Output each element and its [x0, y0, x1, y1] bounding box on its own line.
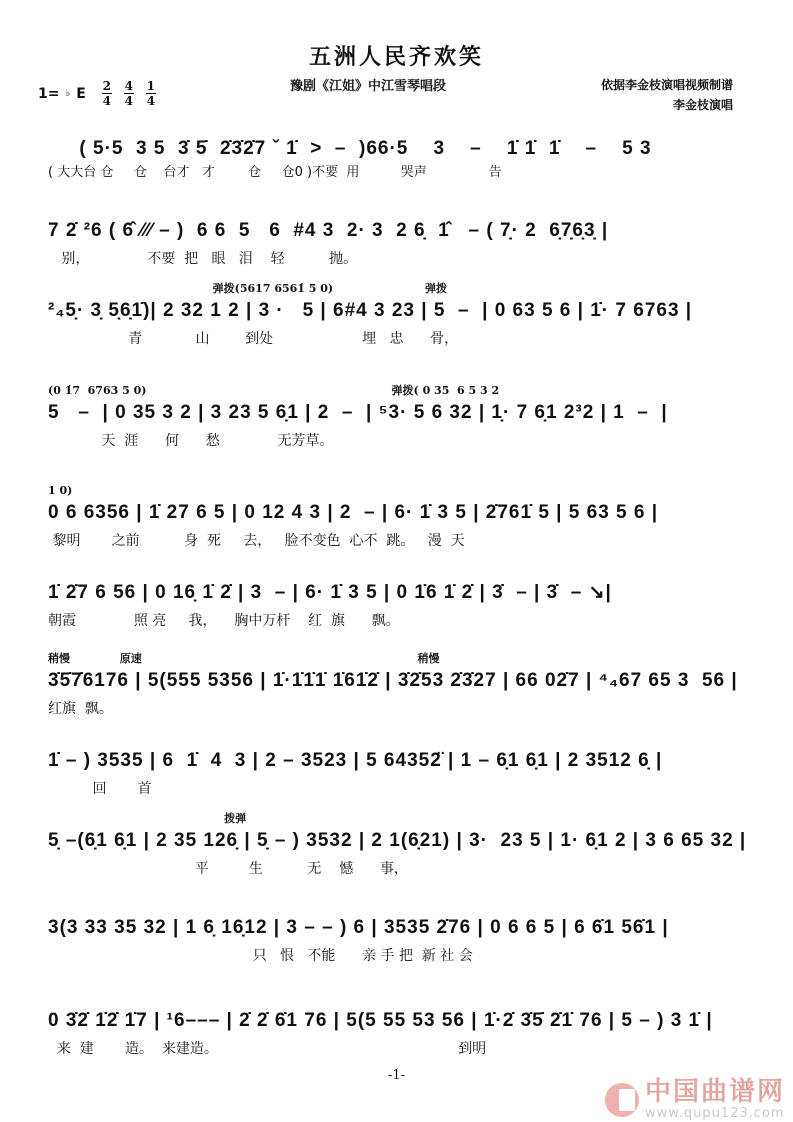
key-label: 1= — [38, 85, 60, 102]
score-line-11 — [48, 990, 738, 1060]
lyrics: 只 恨 不能 亲 手 把 新 社 会 — [48, 948, 473, 964]
time-signature-2: 4 4 — [124, 79, 133, 108]
annotation: 拨弹 — [48, 812, 247, 825]
score-line-2 — [48, 200, 738, 270]
percussion-lyrics: ( 大大台 仓 仓 台才 才 仓 仓0 )不要 用 哭声 告 — [48, 165, 502, 180]
annotation — [48, 562, 738, 580]
qupu-logo-icon — [605, 1083, 639, 1117]
notation: 0 6 6356 | 1̇ 27 6 5 | 0 12 4 3 | 2 – | 6· 1̇ 3 5 | 2̇761̇ 5 | 5 63 5 6 | — [48, 502, 659, 523]
time-signature-3: 1 4 — [146, 79, 155, 108]
annotation — [48, 990, 738, 1008]
annotation — [48, 897, 738, 915]
score-line-7 — [48, 650, 738, 720]
score-line-1 — [48, 118, 738, 184]
annotation — [48, 730, 738, 748]
watermark — [605, 1078, 785, 1121]
annotation — [48, 118, 738, 136]
score-line-9 — [48, 810, 747, 880]
key-note: E — [76, 85, 86, 102]
notation: 1̇ – ) 3535 | 6 1̇ 4 3 | 2 – 3523 | 5 64352̈ | 1 – 6̣1 6̣1 | 2 3512 6̣ | — [48, 750, 663, 771]
watermark-url: www.qupu123.com — [644, 1106, 785, 1121]
lyrics: 天 涯 何 愁 无芳草。 — [48, 433, 334, 449]
lyrics: 黎明 之前 身 死 去， 脸不变色 心不 跳。 漫 天 — [48, 533, 465, 549]
watermark-site-name: 中国曲谱网 — [644, 1077, 785, 1107]
lyrics: 青 山 到处 埋 忠 骨， — [48, 331, 459, 347]
flat-sign: ♭ — [65, 88, 71, 99]
notation: ²₄5̣· 3̣ 5̣6̣1̇)| 2 32 1 2 | 3 · 5 | 6#4 3 23 | 5 – | 0 63 5 6 | 1̇· 7 6763 | — [48, 300, 693, 321]
notation: 3̇5̇7̇6176 | 5(555 5356 | 1̇·1̇1̇1̇ 1̇61̇2̇ | 3̇2̇53 2̇3̇27 | 66 02̇7 | ⁴₄67 65 3 56 | — [48, 670, 738, 691]
score-line-8 — [48, 730, 738, 800]
lyrics: 来 建 造。 来建造。 到明 — [48, 1041, 487, 1057]
notation: 7 2̇ ²6 ( 6̂ ⁄⁄⁄ – ) 6 6 5 6 #4 3 2· 3 2 6̣ 1̂ – ( 7̣· 2 6̣7̣6̣3̣ | — [48, 220, 609, 241]
performer: 李金枝演唱 — [672, 98, 733, 112]
subtitle: 豫剧《江姐》中江雪琴唱段 — [290, 79, 447, 94]
notation: 3(3 33 35 32 | 1 6̣ 16̣12 | 3 – – ) 6 | 3535 2̇76 | 0 6 6 5 | 6 6̇1 56̇1 | — [48, 917, 669, 938]
annotation: 弹拨(5617 6561̇ 5 0) 弹拨 — [48, 282, 448, 295]
notation: 5̣ –(6̣1 6̣1 | 2 35 126̣ | 5̣ – ) 3532 | 2 1(6̣21) | 3· 23 5 | 1· 6̣1 2 | 3 6 65 32 | — [48, 830, 747, 851]
lyrics: 红旗 飘。 — [48, 701, 113, 717]
lyrics: 别， 不要 把 眼 泪 轻 抛。 — [48, 251, 358, 267]
source-credit — [601, 75, 733, 115]
notation: 0 3̇2̇ 1̇2̇ 1̇7 | ¹6––– | 2̇ 2̇ 6̇1 76 | 5(5 55 53 56 | 1̇·2̇ 3̇5̇ 2̇1̇ 76 | 5 – ) 3 1̇ | — [48, 1010, 713, 1031]
song-title: 五洲人民齐欢笑 — [308, 44, 484, 70]
page-number: -1- — [387, 1068, 406, 1083]
time-signature-1: 2 4 — [102, 79, 111, 108]
annotation — [48, 200, 738, 218]
score-line-6 — [48, 562, 738, 632]
time-signatures — [102, 80, 156, 107]
score-line-10 — [48, 897, 738, 967]
lyrics: 回 首 — [48, 781, 152, 797]
notation: 1̇ 2̇7 6 56 | 0 16̣ 1̇ 2̇ | 3 – | 6· 1̇ 3 5 | 0 1̇6 1̇ 2̇ | 3̇ – | 3̇ – ↘| — [48, 582, 612, 603]
score-line-5 — [48, 482, 738, 552]
lyrics: 朝霞 照 亮 我， 胸中万杆 红 旗 飘。 — [48, 613, 400, 629]
annotation: (0 1̇7 6763 5 0) 弹拨( 0 35 6 5 3 2 — [48, 384, 500, 397]
tempo-annotation: 稍慢 原速 稍慢 — [48, 652, 440, 665]
key-signature — [38, 80, 156, 107]
score-line-4 — [48, 382, 738, 452]
transcription-note: 依据李金枝演唱视频制谱 — [600, 78, 733, 92]
notation: 5 – | 0 35 3 2 | 3 23 5 6̣1 | 2 – | ⁵3· 5 6 32 | 1̣· 7 6̣1 2³2 | 1 – | — [48, 402, 668, 423]
score-line-3 — [48, 280, 738, 350]
annotation: 1 0) — [48, 484, 73, 497]
lyrics: 平 生 无 憾 事， — [48, 861, 408, 877]
notation: ( 5·5 3 5 3̇ 5̇ 2̇3̇2̇7 ˇ 1̇ > – )66·5 3 – 1̇ 1̇ 1̇ – 5 3 — [48, 138, 652, 159]
